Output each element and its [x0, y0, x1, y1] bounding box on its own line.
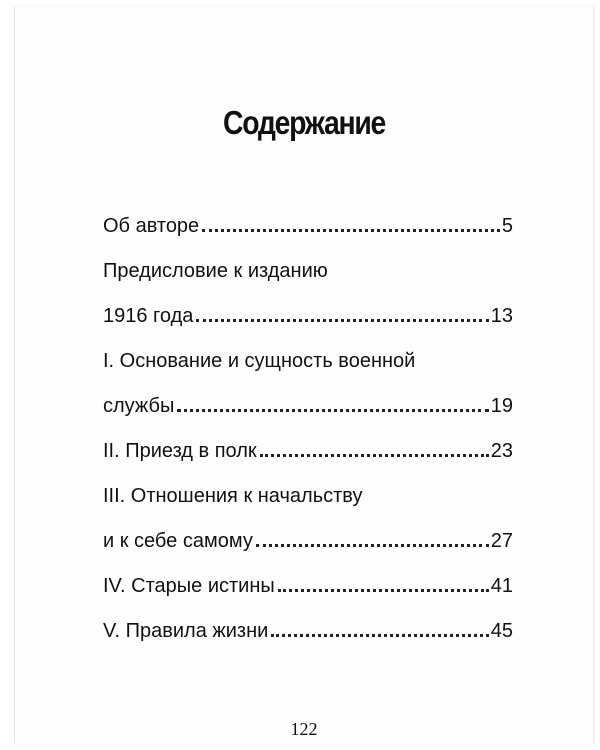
dot-leader	[196, 319, 488, 322]
toc-entry-chapter-3-line1	[103, 463, 513, 508]
dot-leader	[271, 634, 488, 637]
toc-entry-text: V. Правила жизни	[103, 620, 269, 642]
toc-entry-page: 27	[490, 530, 513, 552]
page-title: Содержание	[223, 104, 385, 141]
toc-entry-page: 45	[490, 620, 513, 642]
dot-leader	[177, 409, 488, 412]
toc-entry-text: Об авторе	[103, 215, 200, 237]
dot-leader	[202, 229, 500, 232]
toc-entry-text: службы	[103, 395, 175, 417]
dot-leader	[260, 454, 489, 457]
toc-entry-text: II. Приезд в полк	[103, 440, 257, 462]
book-page	[14, 6, 594, 744]
toc-entry-page: 5	[501, 215, 513, 237]
toc-entry-text: 1916 года	[103, 305, 194, 327]
toc-entry-chapter-4	[103, 553, 513, 598]
toc-entry-page: 19	[490, 395, 513, 417]
toc-entry-chapter-1-line1	[103, 328, 513, 373]
toc-entry-page: 13	[490, 305, 513, 327]
toc-entry-chapter-1-line2	[103, 373, 513, 418]
table-of-contents	[103, 193, 513, 643]
dot-leader	[278, 589, 489, 592]
toc-entry-chapter-3-line2	[103, 508, 513, 553]
toc-entry-page: 23	[490, 440, 513, 462]
toc-entry-preface-line1	[103, 238, 513, 283]
toc-entry-preface-line2	[103, 283, 513, 328]
toc-entry-page: 41	[490, 575, 513, 597]
toc-entry-text: III. Отношения к начальству	[103, 485, 363, 507]
toc-entry-about-author	[103, 193, 513, 238]
toc-entry-chapter-5	[103, 598, 513, 643]
dot-leader	[256, 544, 489, 547]
toc-entry-text: Предисловие к изданию	[103, 260, 328, 282]
toc-entry-text: IV. Старые истины	[103, 575, 275, 597]
toc-entry-text: и к себе самому	[103, 530, 253, 552]
page-number: 122	[290, 719, 318, 739]
toc-entry-chapter-2	[103, 418, 513, 463]
toc-entry-text: I. Основание и сущность военной	[103, 350, 416, 372]
